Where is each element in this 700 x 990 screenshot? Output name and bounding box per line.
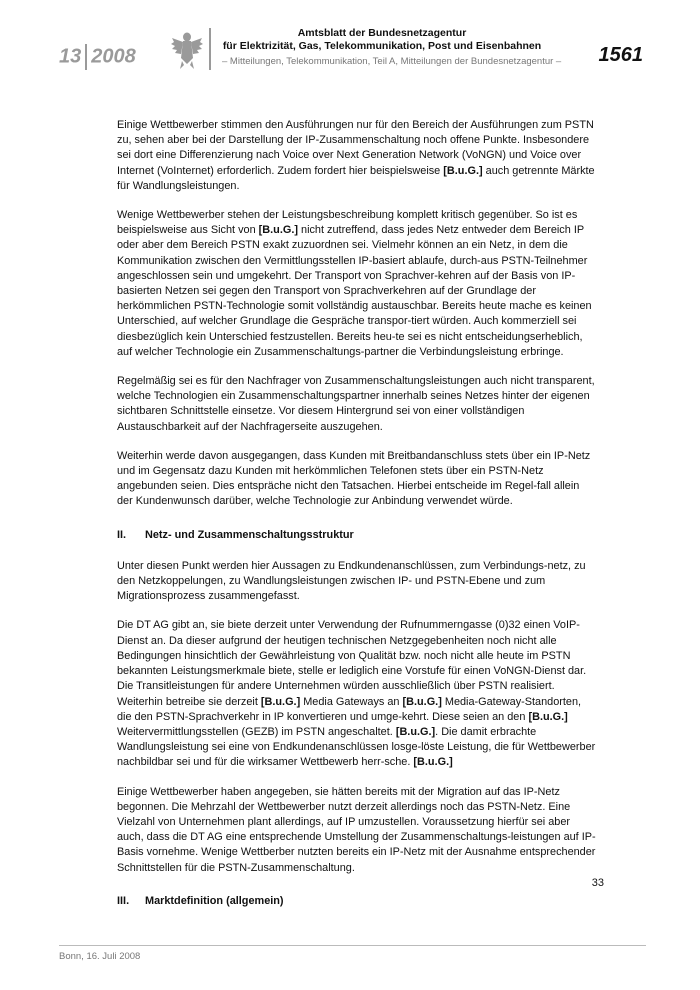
- footer-divider: [59, 945, 646, 946]
- paragraph: Unter diesen Punkt werden hier Aussagen zu Endkundenanschlüssen, zum Verbindungs-netz, zu den Netzkoppelungen, zu Wandlungsleistungen zwischen IP- und PSTN-Ebene und zum Migrationsprozess zusammengefasst.: [117, 559, 586, 603]
- paragraph: Einige Wettbewerber stimmen den Ausführungen nur für den Bereich der Ausführungen zum PSTN zu, sehen aber bei der Darstellung der IP-Zusammenschaltung noch offene Punkte. Insbesondere sei dort eine Differenzierung nach Voice over Next Generation Network (VoNGN) und Voice over Internet (VoInternet) erforderlich. Zudem fordert hier beispielsweise [B.u.G.] auch getrennte Märkte für Wandlungsleistungen.: [117, 119, 595, 192]
- federal-eagle-icon: [170, 28, 204, 70]
- paragraph: Wenige Wettbewerber stehen der Leistungsbeschreibung komplett kritisch gegenüber. So ist es beispielsweise aus Sicht von [B.u.G.] nicht zutreffend, dass jedes Netz entweder dem Bereich IP oder aber dem Bereich PSTN exakt zuzuordnen sei. Vielmehr können an ein Netz, in dem die Kommunikation zwischen den Vermittlungsstellen IP-basiert ablaufe, durch-aus PSTN-Teilnehmer angeschlossen sein und umgekehrt. Der Transport von Sprachver-kehren auf der Basis von IP-basierten Netzen sei gegen den Transport von Sprachverkehren auf der Grundlage der herkömmlichen PSTN-Technologie somit vollständig austauschbar. Bereits heute mache es keinen Unterschied, auf welcher Grundlage die Gespräche transpor-tiert würden. Auch kommerziell sei diesbezüglich kein Unterschied festzustellen. Bereits heu-te sei es nicht entscheidungserheblich, auf welcher Technologie ein Zusammenschaltungs-partner die Verbindungsleistung erbringe.: [117, 209, 592, 358]
- footer-date: Bonn, 16. Juli 2008: [59, 951, 141, 962]
- issue-separator: [85, 44, 87, 70]
- section-heading-3: III. Marktdefinition (allgemein): [117, 894, 284, 907]
- paragraph: Einige Wettbewerber haben angegeben, sie hätten bereits mit der Migration auf das IP-Netz begonnen. Die Mehrzahl der Wettbewerber nutzt derzeit allerdings noch das PSTN-Netz. Eine Vielzahl von Unternehmen plant allerdings, auf IP umzustellen. Voraussetzung hierfür sei aber auch, dass die DT AG eine entsprechende Umstellung der Zusammenschaltungs-leistungen auf IP-Basis vornehme. Wenige Wettberber nutzten bereits ein IP-Netz mit der Ausnahme entsprechender Schnittstellen für die PSTN-Zusammenschaltung.: [117, 785, 596, 874]
- document-page-number: 33: [591, 877, 604, 889]
- section-heading-2: II. Netz- und Zusammenschaltungsstruktur: [117, 528, 354, 541]
- paragraph: Regelmäßig sei es für den Nachfrager von Zusammenschaltungsleistungen auch nicht transparent, welche Technologien ein Zusammenschaltungspartner innerhalb seines Netzes hinter der eigenen sichtbaren Schnittstelle einsetze. Vor diesem Hintergrund sei von einer vollständigen Austauschbarkeit auf der Nachfragerseite auszugehen.: [117, 375, 595, 433]
- document-body: [117, 118, 597, 925]
- gazette-title: Amtsblatt der Bundesnetzagentur für Elektrizität, Gas, Telekommunikation, Post und Eisenbahnen: [222, 27, 542, 52]
- header-divider: [209, 28, 211, 70]
- gazette-page-number: 1561: [598, 44, 643, 66]
- issue-number: 13 2008: [59, 44, 136, 70]
- paragraph: Weiterhin werde davon ausgegangen, dass Kunden mit Breitbandanschluss stets über ein IP-Netz und im Gegensatz dazu Kunden mit herkömmlichen Telefonen stets über ein PSTN-Netz angebunden seien. Dies entspräche nicht den Tatsachen. Hierbei entscheide im Regel-fall allein der Kundenwunsch darüber, welche Technologie zur Anbindung verwendet würde.: [117, 449, 591, 508]
- gazette-subtitle: – Mitteilungen, Telekommunikation, Teil A, Mitteilungen der Bundesnetzagentur –: [222, 56, 562, 67]
- paragraph: Die DT AG gibt an, sie biete derzeit unter Verwendung der Rufnummerngasse (0)32 einen VoIP-Dienst an. Da dieser aufgrund der heutigen technischen Netzgegebenheiten noch nicht alle Bedingungen hinsichtlich der Gewährleistung von Qualität bzw. noch nicht alle heute im PSTN bekannten Leistungsmerkmale biete, stelle er lediglich eine Vorstufe für einen VoNGN-Dienst dar. Die Transitleistungen für andere Unternehmen würden ausschließlich über PSTN realisiert. Weiterhin betreibe sie derzeit [B.u.G.] Media Gateways an [B.u.G.] Media-Gateway-Standorten, die den PSTN-Sprachverkehr in IP konvertieren und umge-kehrt. Diese seien an den [B.u.G.] Weitervermittlungsstellen (GEZB) im PSTN angeschaltet. [B.u.G.]. Die damit erbrachte Wandlungsleistung sei eine von Endkundenanschlüssen losge-löste Leistung, die für Wettbewerber nachbildbar sei und für die wirksamer Wettbewerb herr-sche. [B.u.G.]: [117, 619, 596, 769]
